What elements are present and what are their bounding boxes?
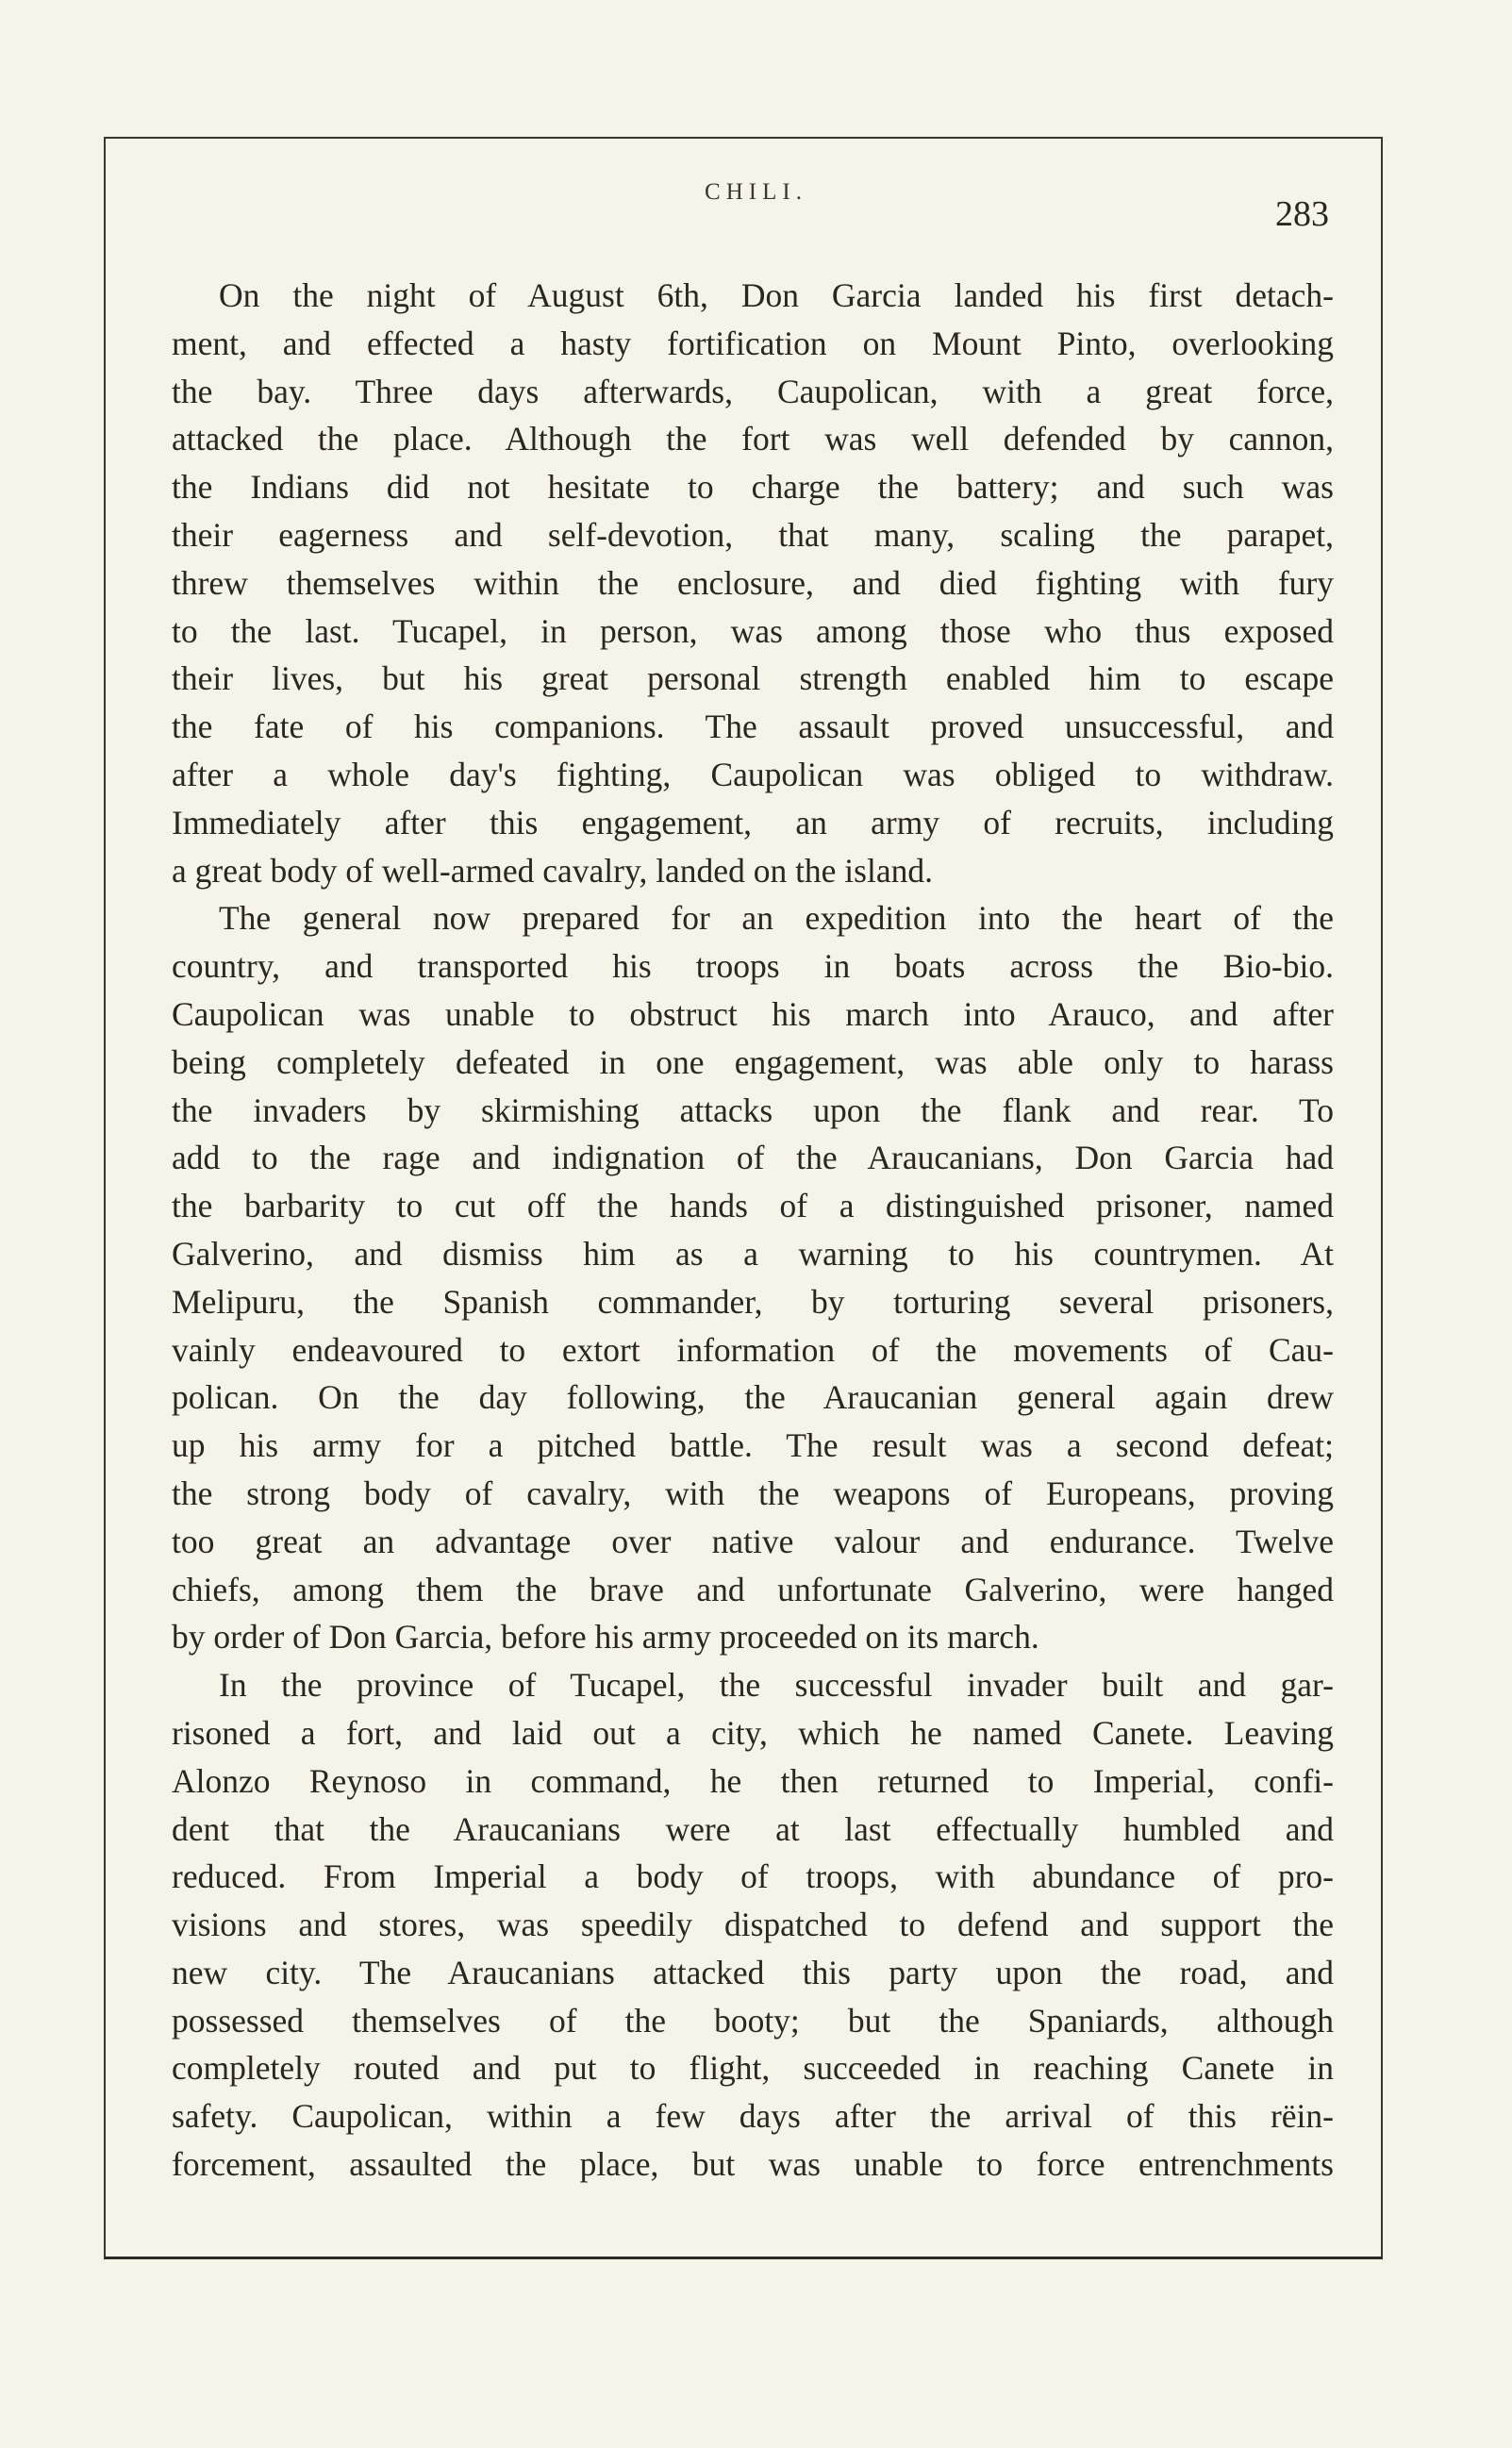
text-line: dent that the Araucanians were at last effectually humbled and — [172, 1809, 1334, 1848]
text-line: On the night of August 6th, Don Garcia landed his first detach- — [219, 276, 1334, 314]
text-line: to the last. Tucapel, in person, was among those who thus exposed — [172, 611, 1334, 650]
text-line: the invaders by skirmishing attacks upon the flank and rear. To — [172, 1091, 1334, 1129]
text-line: visions and stores, was speedily dispatched to defend and support the — [172, 1906, 1334, 1944]
text-line: Galverino, and dismiss him as a warning to his countrymen. At — [172, 1234, 1334, 1273]
text-line: The general now prepared for an expedition into the heart of the — [219, 899, 1334, 938]
text-line: In the province of Tucapel, the successful invader built and gar- — [219, 1666, 1334, 1705]
text-line: reduced. From Imperial a body of troops, with abundance of pro- — [172, 1857, 1334, 1896]
text-line: add to the rage and indignation of the Araucanians, Don Garcia had — [172, 1139, 1334, 1177]
text-line: the strong body of cavalry, with the weapons of Europeans, proving — [172, 1474, 1334, 1512]
text-line: their lives, but his great personal strength enabled him to escape — [172, 659, 1334, 698]
text-line: the barbarity to cut off the hands of a distinguished prisoner, named — [172, 1187, 1334, 1225]
text-line: the Indians did not hesitate to charge the battery; and such was — [172, 468, 1334, 507]
text-line: possessed themselves of the booty; but the Spaniards, although — [172, 2001, 1334, 2040]
page-number: 283 — [1275, 194, 1329, 234]
text-line: threw themselves within the enclosure, and died fighting with fury — [172, 563, 1334, 602]
text-line: the fate of his companions. The assault proved unsuccessful, and — [172, 708, 1334, 746]
text-line: ment, and effected a hasty fortification on Mount Pinto, overlooking — [172, 324, 1334, 362]
text-line: country, and transported his troops in boats across the Bio-bio. — [172, 947, 1334, 986]
text-line: polican. On the day following, the Araucanian general again drew — [172, 1378, 1334, 1417]
text-line: completely routed and put to flight, succeeded in reaching Canete in — [172, 2049, 1334, 2088]
text-line: safety. Caupolican, within a few days after the arrival of this rëin- — [172, 2097, 1334, 2136]
text-line: Caupolican was unable to obstruct his march into Arauco, and after — [172, 994, 1334, 1033]
running-title: CHILI. — [705, 179, 807, 205]
text-line: too great an advantage over native valour and endurance. Twelve — [172, 1522, 1334, 1560]
text-line: vainly endeavoured to extort information of the movements of Cau- — [172, 1330, 1334, 1369]
text-line: after a whole day's fighting, Caupolican was obliged to withdraw. — [172, 755, 1334, 793]
text-line: by order of Don Garcia, before his army proceeded on its march. — [172, 1618, 1039, 1657]
text-line: new city. The Araucanians attacked this party upon the road, and — [172, 1953, 1334, 1991]
text-line: Melipuru, the Spanish commander, by torturing several prisoners, — [172, 1282, 1334, 1321]
text-line: up his army for a pitched battle. The result was a second defeat; — [172, 1426, 1334, 1465]
text-line: risoned a fort, and laid out a city, which he named Canete. Leaving — [172, 1713, 1334, 1752]
text-line: a great body of well-armed cavalry, landed on the island. — [172, 851, 933, 890]
text-line: their eagerness and self-devotion, that many, scaling the parapet, — [172, 515, 1334, 554]
body-text — [172, 272, 1334, 2189]
text-line: forcement, assaulted the place, but was unable to force entrenchments — [172, 2145, 1334, 2184]
text-line: Alonzo Reynoso in command, he then returned to Imperial, confi- — [172, 1761, 1334, 1800]
text-line: being completely defeated in one engagement, was able only to harass — [172, 1042, 1334, 1081]
text-line: attacked the place. Although the fort was well defended by cannon, — [172, 420, 1334, 458]
text-line: Immediately after this engagement, an army of recruits, including — [172, 803, 1334, 841]
text-line: the bay. Three days afterwards, Caupolican, with a great force, — [172, 372, 1334, 410]
text-line: chiefs, among them the brave and unfortunate Galverino, were hanged — [172, 1570, 1334, 1608]
